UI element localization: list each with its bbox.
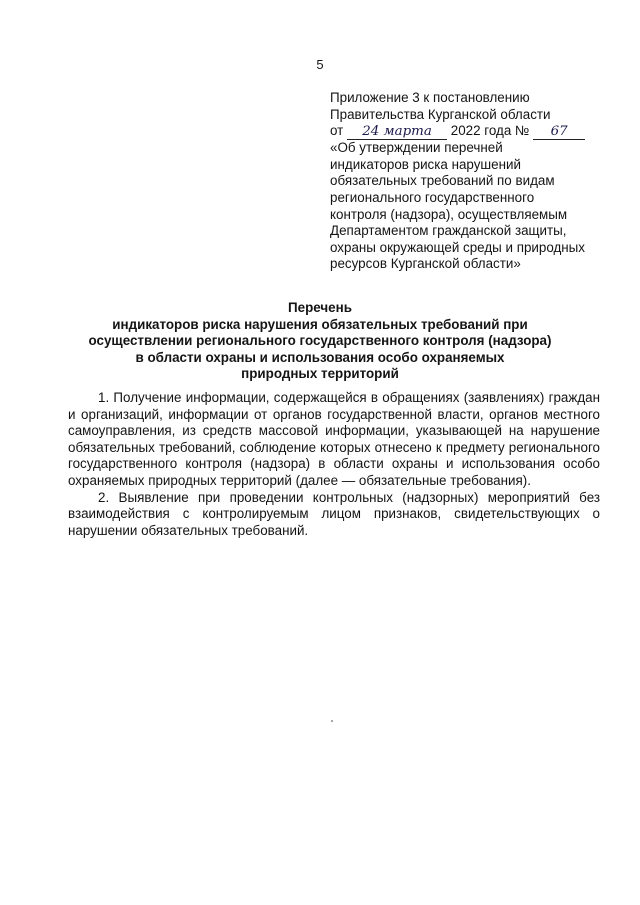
year-text: 2022 года №: [450, 123, 530, 139]
title-line: природных территорий: [241, 366, 399, 382]
title-line: в области охраны и использования особо охраняемых: [135, 349, 505, 365]
appendix-about-line: обязательных требований по видам: [330, 173, 555, 189]
date-prefix: от: [330, 123, 344, 139]
document-body: [68, 390, 600, 539]
appendix-date-line: [330, 123, 630, 140]
appendix-about-line: индикаторов риска нарушений: [330, 156, 521, 172]
title-line: индикаторов риска нарушения обязательных требований при: [112, 316, 528, 332]
title-line: осуществлении регионального государственного контроля (надзора): [88, 333, 552, 349]
paragraph-1: 1. Получение информации, содержащейся в обращениях (заявлениях) граждан и организаций, информации от органов государственной власти, органов местного самоуправления, из средств массовой информации, указывающей на нарушение обязательных требований, соблюдение которых отнесено к предмету регионального государственного контроля (надзора) в области охраны и использования особо охраняемых природных территорий (далее — обязательные требования).: [68, 390, 600, 488]
page-number: 5: [316, 57, 324, 72]
appendix-about-line: контроля (надзора), осуществляемым: [330, 206, 568, 222]
appendix-about-line: ресурсов Курганской области»: [330, 256, 521, 272]
appendix-about-line: «Об утверждении перечней: [330, 140, 503, 156]
appendix-line-1: Приложение 3 к постановлению: [330, 90, 530, 105]
appendix-header: [330, 90, 630, 273]
scan-speck: [331, 720, 333, 722]
title-line: Перечень: [288, 300, 352, 315]
handwritten-date: 24 марта: [347, 125, 447, 140]
appendix-line-2: Правительства Курганской области: [330, 106, 551, 122]
handwritten-number: 67: [533, 125, 585, 140]
document-title: [40, 300, 600, 383]
appendix-about-line: охраны окружающей среды и природных: [330, 239, 585, 255]
paragraph-2: 2. Выявление при проведении контрольных (надзорных) мероприятий без взаимодействия с контролируемым лицом признаков, свидетельствующих о нарушении обязательных требований.: [68, 489, 600, 538]
appendix-about-line: регионального государственного: [330, 189, 535, 205]
appendix-about-line: Департаментом гражданской защиты,: [330, 223, 567, 239]
